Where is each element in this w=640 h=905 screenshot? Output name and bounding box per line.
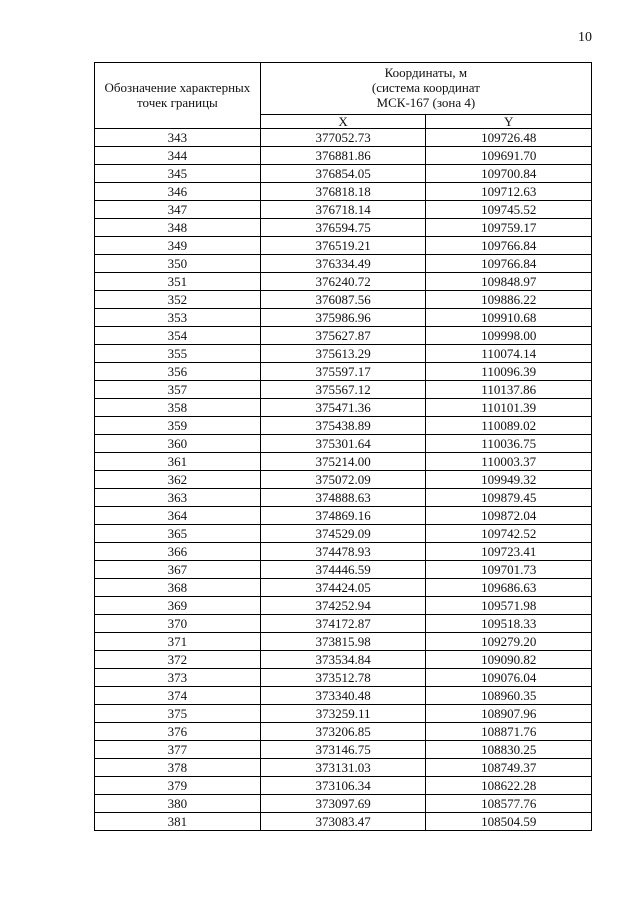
table-row xyxy=(95,219,592,237)
header-designation: Обозначение характерных точек границы xyxy=(95,63,261,129)
cell-x: 376594.75 xyxy=(260,219,426,237)
cell-point: 373 xyxy=(95,669,261,687)
cell-y: 109949.32 xyxy=(426,471,592,489)
cell-x: 375627.87 xyxy=(260,327,426,345)
cell-x: 373512.78 xyxy=(260,669,426,687)
cell-x: 376087.56 xyxy=(260,291,426,309)
cell-x: 375986.96 xyxy=(260,309,426,327)
table-row xyxy=(95,777,592,795)
cell-point: 380 xyxy=(95,795,261,813)
table-row xyxy=(95,417,592,435)
cell-point: 367 xyxy=(95,561,261,579)
cell-y: 108907.96 xyxy=(426,705,592,723)
cell-x: 374869.16 xyxy=(260,507,426,525)
cell-point: 343 xyxy=(95,129,261,147)
table-body xyxy=(95,129,592,831)
cell-x: 375438.89 xyxy=(260,417,426,435)
cell-x: 373259.11 xyxy=(260,705,426,723)
cell-y: 109691.70 xyxy=(426,147,592,165)
cell-x: 374529.09 xyxy=(260,525,426,543)
cell-y: 109998.00 xyxy=(426,327,592,345)
table-row xyxy=(95,435,592,453)
cell-point: 356 xyxy=(95,363,261,381)
cell-y: 109745.52 xyxy=(426,201,592,219)
cell-point: 374 xyxy=(95,687,261,705)
cell-x: 375567.12 xyxy=(260,381,426,399)
cell-y: 109279.20 xyxy=(426,633,592,651)
cell-x: 373106.34 xyxy=(260,777,426,795)
cell-y: 109742.52 xyxy=(426,525,592,543)
table-row xyxy=(95,615,592,633)
cell-x: 373097.69 xyxy=(260,795,426,813)
table-row xyxy=(95,381,592,399)
table-row xyxy=(95,723,592,741)
table-row xyxy=(95,129,592,147)
cell-point: 346 xyxy=(95,183,261,201)
cell-y: 110074.14 xyxy=(426,345,592,363)
cell-point: 360 xyxy=(95,435,261,453)
cell-y: 109910.68 xyxy=(426,309,592,327)
table-row xyxy=(95,453,592,471)
table-row xyxy=(95,201,592,219)
cell-point: 363 xyxy=(95,489,261,507)
header-coordinates-line1: Координаты, м xyxy=(384,65,468,81)
table-row xyxy=(95,759,592,777)
table-row xyxy=(95,597,592,615)
cell-y: 109701.73 xyxy=(426,561,592,579)
table-row xyxy=(95,345,592,363)
table-row xyxy=(95,363,592,381)
header-y: Y xyxy=(426,115,592,129)
table-row xyxy=(95,489,592,507)
cell-point: 359 xyxy=(95,417,261,435)
page-number: 10 xyxy=(578,30,592,45)
cell-x: 376519.21 xyxy=(260,237,426,255)
cell-point: 358 xyxy=(95,399,261,417)
cell-x: 376854.05 xyxy=(260,165,426,183)
table-row xyxy=(95,507,592,525)
cell-point: 378 xyxy=(95,759,261,777)
table-row xyxy=(95,705,592,723)
table-row xyxy=(95,813,592,831)
cell-x: 375471.36 xyxy=(260,399,426,417)
cell-x: 373131.03 xyxy=(260,759,426,777)
cell-point: 370 xyxy=(95,615,261,633)
cell-point: 349 xyxy=(95,237,261,255)
cell-point: 365 xyxy=(95,525,261,543)
cell-point: 355 xyxy=(95,345,261,363)
cell-y: 109712.63 xyxy=(426,183,592,201)
cell-y: 108871.76 xyxy=(426,723,592,741)
table-row xyxy=(95,309,592,327)
table-row xyxy=(95,525,592,543)
header-x: X xyxy=(260,115,426,129)
cell-x: 375613.29 xyxy=(260,345,426,363)
table-row xyxy=(95,579,592,597)
cell-x: 375597.17 xyxy=(260,363,426,381)
table-header xyxy=(95,63,592,129)
cell-y: 109759.17 xyxy=(426,219,592,237)
cell-point: 379 xyxy=(95,777,261,795)
cell-point: 348 xyxy=(95,219,261,237)
table-row xyxy=(95,147,592,165)
cell-y: 110096.39 xyxy=(426,363,592,381)
header-coordinates xyxy=(260,63,591,115)
coordinates-table xyxy=(94,62,592,831)
cell-y: 110101.39 xyxy=(426,399,592,417)
cell-x: 373206.85 xyxy=(260,723,426,741)
table-row xyxy=(95,327,592,345)
cell-point: 376 xyxy=(95,723,261,741)
cell-point: 357 xyxy=(95,381,261,399)
cell-point: 372 xyxy=(95,651,261,669)
cell-x: 374446.59 xyxy=(260,561,426,579)
cell-point: 371 xyxy=(95,633,261,651)
cell-y: 109886.22 xyxy=(426,291,592,309)
table-row xyxy=(95,669,592,687)
cell-point: 377 xyxy=(95,741,261,759)
cell-x: 374888.63 xyxy=(260,489,426,507)
cell-x: 375214.00 xyxy=(260,453,426,471)
cell-point: 353 xyxy=(95,309,261,327)
cell-point: 366 xyxy=(95,543,261,561)
cell-y: 109872.04 xyxy=(426,507,592,525)
cell-point: 347 xyxy=(95,201,261,219)
cell-y: 108960.35 xyxy=(426,687,592,705)
cell-y: 109076.04 xyxy=(426,669,592,687)
cell-point: 350 xyxy=(95,255,261,273)
cell-x: 373340.48 xyxy=(260,687,426,705)
cell-x: 376240.72 xyxy=(260,273,426,291)
cell-x: 376818.18 xyxy=(260,183,426,201)
cell-x: 373083.47 xyxy=(260,813,426,831)
cell-point: 362 xyxy=(95,471,261,489)
cell-x: 375072.09 xyxy=(260,471,426,489)
cell-y: 108577.76 xyxy=(426,795,592,813)
cell-y: 109090.82 xyxy=(426,651,592,669)
table-row xyxy=(95,561,592,579)
table-row xyxy=(95,741,592,759)
table-row xyxy=(95,543,592,561)
cell-x: 376881.86 xyxy=(260,147,426,165)
cell-x: 374478.93 xyxy=(260,543,426,561)
cell-x: 373815.98 xyxy=(260,633,426,651)
cell-x: 376718.14 xyxy=(260,201,426,219)
cell-x: 373534.84 xyxy=(260,651,426,669)
table-row xyxy=(95,687,592,705)
cell-point: 344 xyxy=(95,147,261,165)
cell-y: 108830.25 xyxy=(426,741,592,759)
cell-x: 374252.94 xyxy=(260,597,426,615)
cell-point: 369 xyxy=(95,597,261,615)
cell-y: 109848.97 xyxy=(426,273,592,291)
table-row xyxy=(95,255,592,273)
cell-point: 381 xyxy=(95,813,261,831)
table-row xyxy=(95,273,592,291)
cell-x: 377052.73 xyxy=(260,129,426,147)
cell-y: 110003.37 xyxy=(426,453,592,471)
cell-y: 109723.41 xyxy=(426,543,592,561)
cell-point: 375 xyxy=(95,705,261,723)
cell-y: 109726.48 xyxy=(426,129,592,147)
table-row xyxy=(95,471,592,489)
header-coordinates-line2: (система координат xyxy=(371,80,480,96)
cell-point: 368 xyxy=(95,579,261,597)
cell-y: 109879.45 xyxy=(426,489,592,507)
cell-x: 375301.64 xyxy=(260,435,426,453)
cell-y: 109766.84 xyxy=(426,255,592,273)
table-row xyxy=(95,165,592,183)
cell-point: 345 xyxy=(95,165,261,183)
table-row xyxy=(95,291,592,309)
cell-point: 354 xyxy=(95,327,261,345)
cell-point: 351 xyxy=(95,273,261,291)
cell-y: 109766.84 xyxy=(426,237,592,255)
cell-y: 109700.84 xyxy=(426,165,592,183)
cell-x: 376334.49 xyxy=(260,255,426,273)
cell-y: 110036.75 xyxy=(426,435,592,453)
table-row xyxy=(95,399,592,417)
header-coordinates-line3: МСК-167 (зона 4) xyxy=(376,94,476,110)
cell-point: 364 xyxy=(95,507,261,525)
cell-point: 361 xyxy=(95,453,261,471)
table-row xyxy=(95,237,592,255)
cell-y: 110137.86 xyxy=(426,381,592,399)
cell-y: 108504.59 xyxy=(426,813,592,831)
cell-x: 374172.87 xyxy=(260,615,426,633)
cell-x: 374424.05 xyxy=(260,579,426,597)
cell-x: 373146.75 xyxy=(260,741,426,759)
table-row xyxy=(95,633,592,651)
cell-y: 108749.37 xyxy=(426,759,592,777)
cell-y: 109686.63 xyxy=(426,579,592,597)
header-row-top xyxy=(95,63,592,115)
cell-y: 108622.28 xyxy=(426,777,592,795)
table-row xyxy=(95,795,592,813)
table-row xyxy=(95,183,592,201)
table-row xyxy=(95,651,592,669)
cell-point: 352 xyxy=(95,291,261,309)
cell-y: 110089.02 xyxy=(426,417,592,435)
cell-y: 109518.33 xyxy=(426,615,592,633)
cell-y: 109571.98 xyxy=(426,597,592,615)
